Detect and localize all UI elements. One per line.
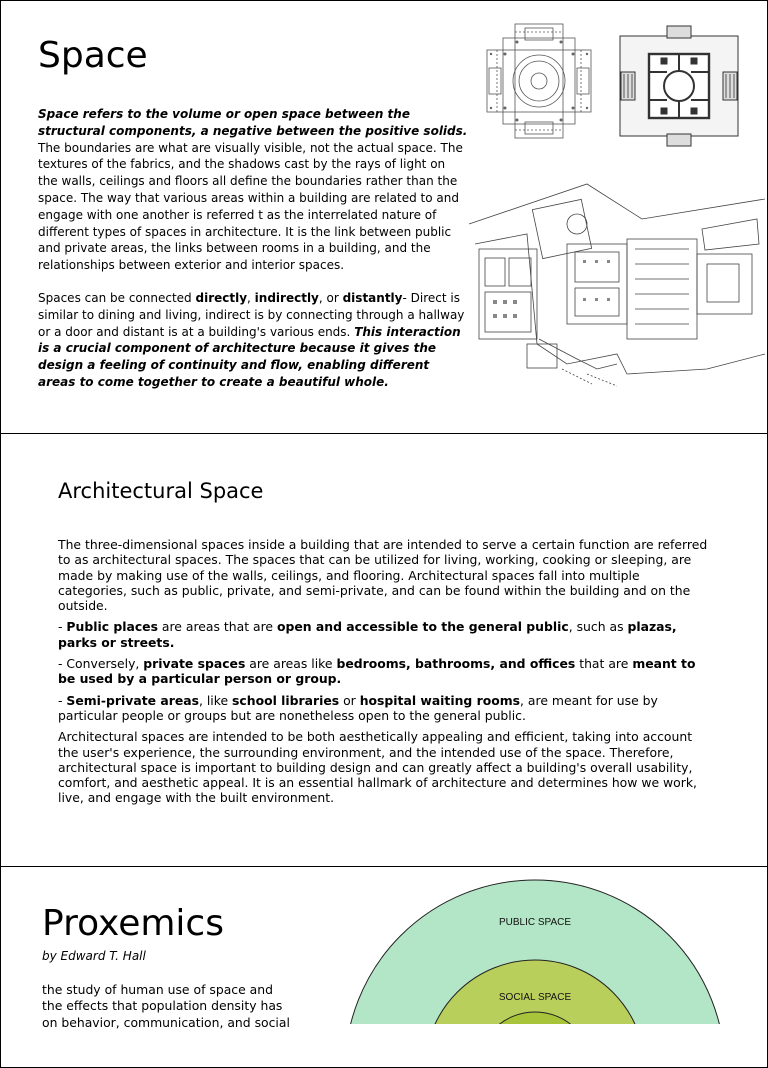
architectural-space-body	[58, 537, 708, 812]
bullet-dash: - Conversely,	[58, 656, 144, 672]
space-description	[38, 106, 468, 391]
term-private-spaces: private spaces	[143, 656, 246, 672]
connector-text: , like	[198, 692, 233, 708]
public-definition: open and accessible to the general public	[276, 619, 569, 635]
term-public-places: Public places	[66, 619, 158, 635]
cruciform-floor-plan-icon	[487, 24, 591, 138]
proxemics-diagram	[330, 866, 750, 1024]
term-distantly: distantly	[342, 290, 403, 305]
term-indirectly: indirectly	[254, 290, 319, 305]
space-paragraph-2	[38, 290, 468, 391]
public-places-item	[58, 619, 708, 650]
connector-text: are areas like	[245, 656, 337, 672]
semi-private-item	[58, 693, 708, 724]
separator: ,	[247, 290, 255, 305]
proxemics-definition: the study of human use of space and the effects that population density has on behavior, communication, and social	[42, 982, 290, 1030]
site-floor-plan-icon	[469, 184, 765, 386]
bullet-dash: -	[58, 619, 67, 635]
interaction-emphasis: This interaction is a crucial component of architecture because it gives the design a feeling of continuity and flow, enabling different areas to come together to create a beautiful whole.	[38, 324, 461, 389]
example-school-libraries: school libraries	[232, 692, 340, 708]
villa-rotonda-floor-plan-icon	[620, 26, 738, 146]
architectural-space-intro: The three-dimensional spaces inside a building that are intended to serve a certain function are referred to as architectural spaces. The spaces that can be utilized for living, working, cooking or sleeping, are made by making use of the walls, ceilings, and flooring. Architectural spaces fall into multiple categories, such as public, private, and semi-private, and can be found within the building and on the outside.	[58, 537, 708, 614]
connector-text: or	[339, 692, 360, 708]
separator: , or	[318, 290, 343, 305]
semi-private-definition: , are meant for use by particular people or groups but are nonetheless open to the general public.	[58, 692, 658, 723]
example-hospital-waiting-rooms: hospital waiting rooms	[359, 692, 521, 708]
connector-text: are areas that are	[157, 619, 277, 635]
slide-title-architectural-space: Architectural Space	[58, 479, 264, 503]
private-examples: bedrooms, bathrooms, and offices	[336, 656, 576, 672]
bullet-dash: -	[58, 692, 67, 708]
term-semi-private-areas: Semi-private areas	[66, 692, 199, 708]
private-definition: meant to be used by a particular person or group.	[58, 656, 696, 687]
floor-plan-images	[467, 14, 765, 390]
connector-text: , such as	[568, 619, 628, 635]
public-examples: plazas, parks or streets.	[58, 619, 677, 650]
slide-title-proxemics: Proxemics	[42, 903, 224, 944]
slide-title-space: Space	[38, 35, 148, 76]
public-space-label: PUBLIC SPACE	[498, 917, 572, 928]
social-space-label: SOCIAL SPACE	[498, 992, 572, 1003]
space-paragraph-1	[38, 106, 468, 274]
connection-intro: Spaces can be connected	[38, 290, 196, 305]
connection-explanation: - Direct is similar to dining and living, indirect is by connecting through a hallway or a door and distant is at a building's various ends.	[38, 290, 465, 339]
space-boundaries-text: The boundaries are what are visually visible, not the actual space. The textures of the fabrics, and the shadows cast by the rays of light on the walls, ceilings and floors all define the boundaries rather than the space. The way that various areas within a building are related to and engage with one another is referred t as the interrelated nature of different types of spaces in architecture. It is the link between public and private areas, the links between rooms in a building, and the relationships between exterior and interior spaces.	[38, 140, 463, 273]
private-spaces-item	[58, 656, 708, 687]
space-definition: Space refers to the volume or open space between the structural components, a negative between the positive solids.	[38, 107, 468, 138]
proxemics-author: by Edward T. Hall	[42, 949, 146, 963]
architectural-space-conclusion: Architectural spaces are intended to be both aesthetically appealing and efficient, taking into account the user's experience, the surrounding environment, and the intended use of the space. Therefore, architectural space is important to building design and can greatly affect a building's overall usability, comfort, and aesthetic appeal. It is an essential hallmark of architecture and determines how we work, live, and engage with the built environment.	[58, 729, 697, 806]
connector-text: that are	[575, 656, 633, 672]
term-directly: directly	[195, 290, 248, 305]
